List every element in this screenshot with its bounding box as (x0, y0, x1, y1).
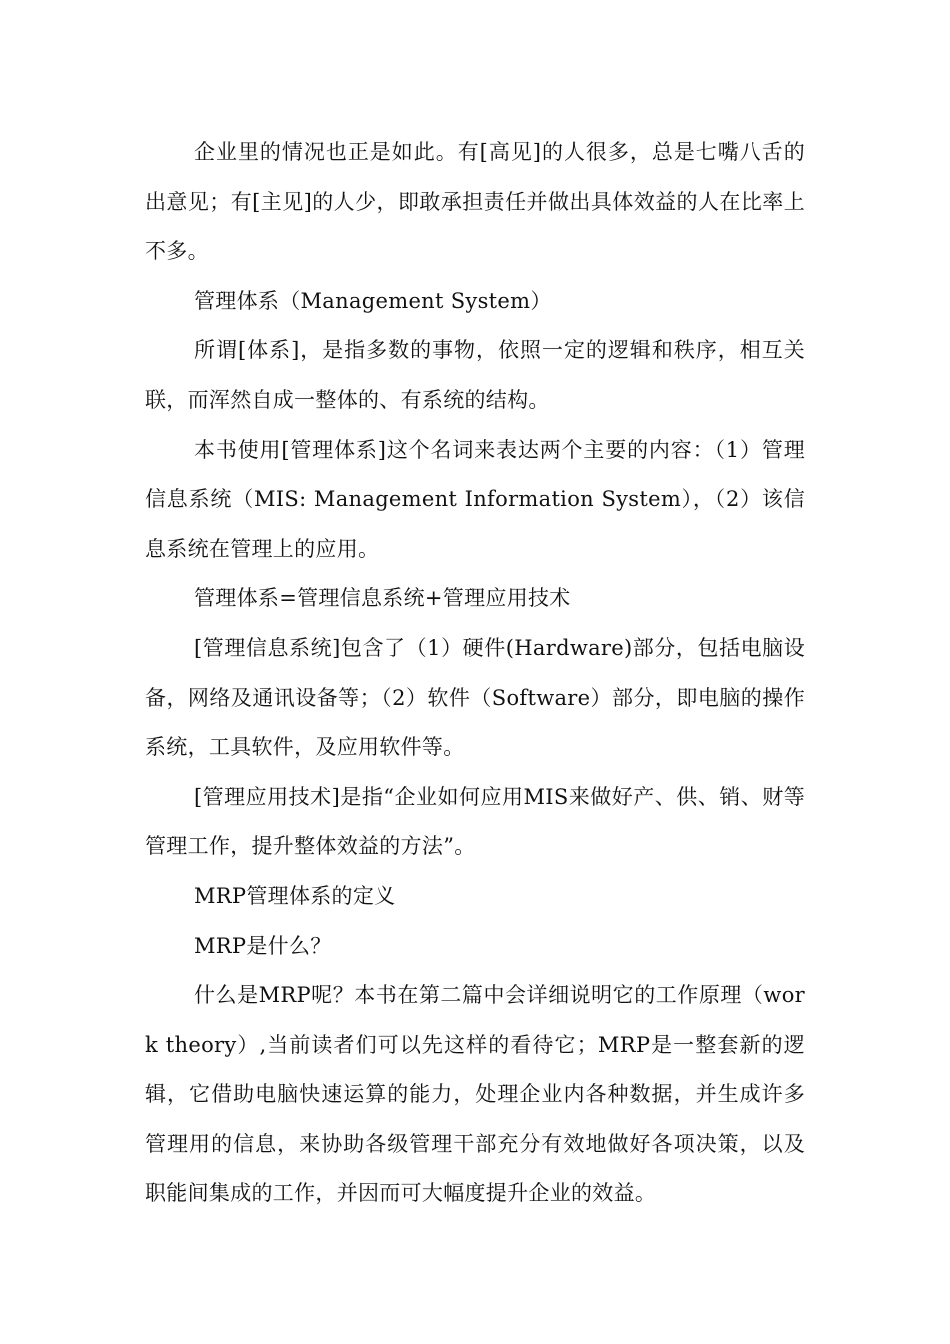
paragraph-book-usage: 本书使用[管理体系]这个名词来表达两个主要的内容：（1）管理信息系统（MIS: Management Information System），（2）该信息系统在管理上的应用。 (145, 437, 805, 561)
heading-what-is-mrp: MRP是什么？ (194, 933, 332, 958)
paragraph-intro: 企业里的情况也正是如此。有[高见]的人很多，总是七嘴八舌的出意见；有[主见]的人少，即敢承担责任并做出具体效益的人在比率上不多。 (145, 140, 805, 264)
paragraph-system-definition: 所谓[体系]，是指多数的事物，依照一定的逻辑和秩序，相互关联，而浑然自成一整体的、有系统的结构。 (145, 338, 805, 412)
document-body (145, 128, 805, 1219)
heading-mrp-definition: MRP管理体系的定义 (194, 883, 396, 908)
paragraph-mis-components: [管理信息系统]包含了（1）硬件(Hardware)部分，包括电脑设备，网络及通讯设备等；（2）软件（Software）部分，即电脑的操作系统，工具软件，及应用软件等。 (145, 635, 805, 760)
paragraph-mrp-explanation: 什么是MRP呢？本书在第二篇中会详细说明它的工作原理（work theory）,当前读者们可以先这样的看待它；MRP是一整套新的逻辑，它借助电脑快速运算的能力，处理企业内各种数据，并生成许多管理用的信息，来协助各级管理干部充分有效地做好各项决策，以及职能间集成的工作，并因而可大幅度提升企业的效益。 (145, 983, 805, 1206)
heading-management-system: 管理体系（Management System） (194, 288, 552, 313)
paragraph-application-tech: [管理应用技术]是指“企业如何应用MIS来做好产、供、销、财等管理工作，提升整体效益的方法”。 (145, 784, 805, 859)
paragraph-formula: 管理体系=管理信息系统+管理应用技术 (194, 586, 571, 611)
